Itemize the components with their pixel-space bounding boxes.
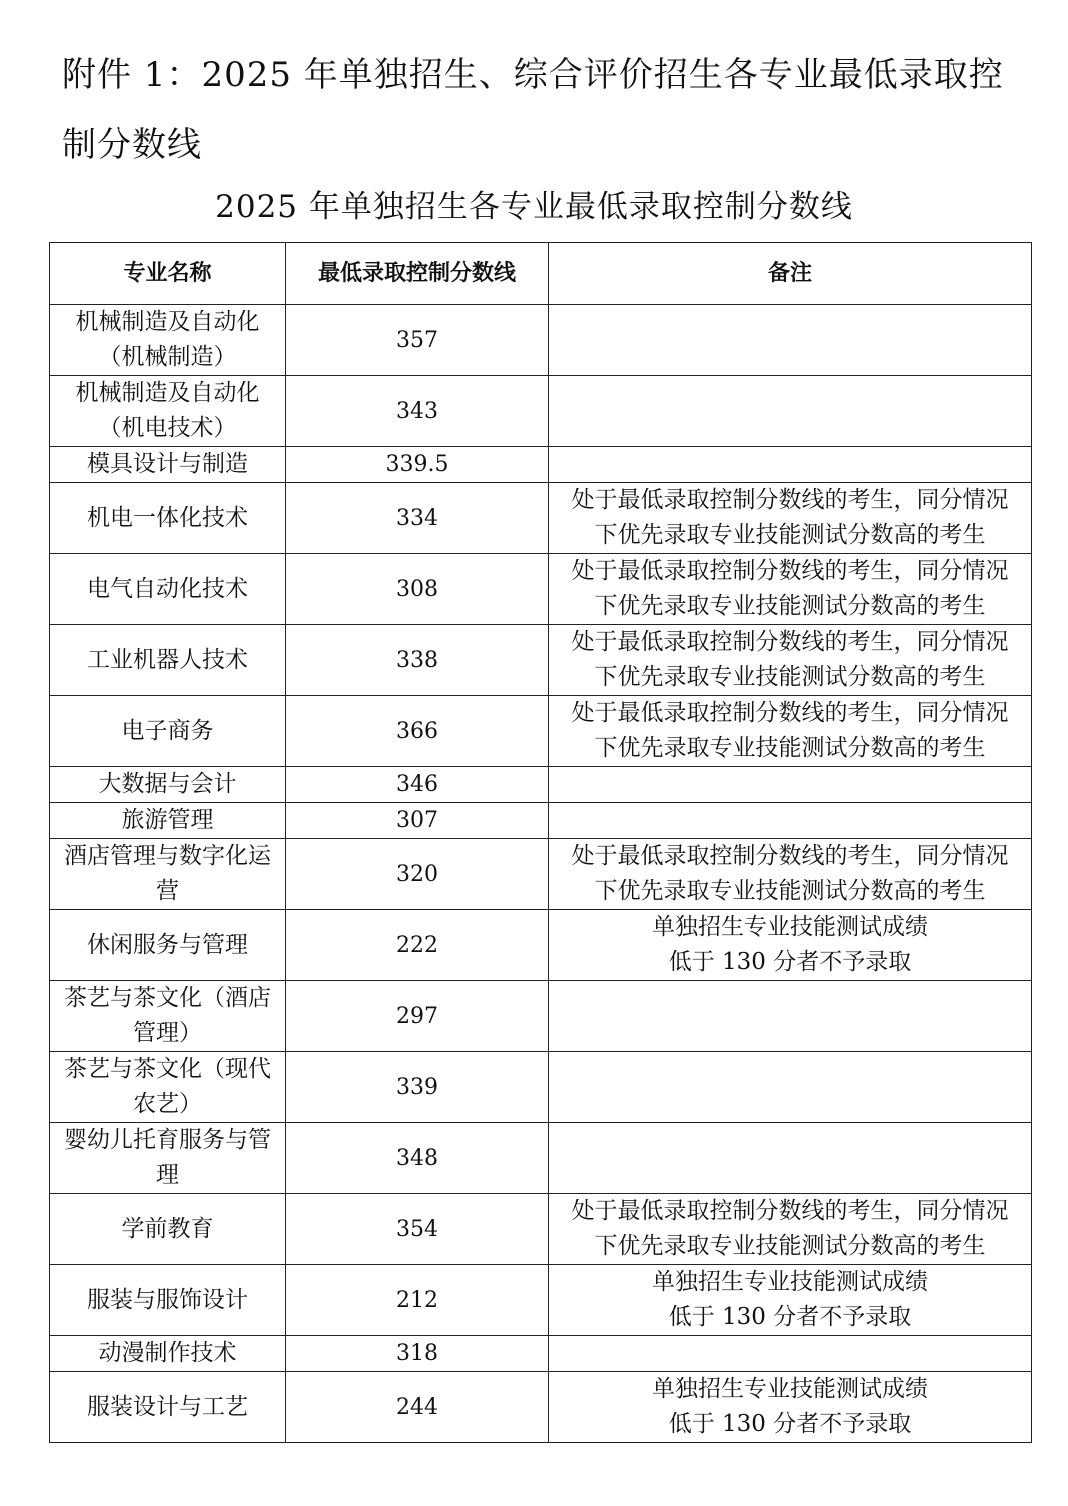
major-name: 婴幼儿托育服务与管理 bbox=[50, 1123, 286, 1194]
remark bbox=[549, 1194, 1032, 1265]
table-row bbox=[50, 839, 1032, 910]
major-name: 旅游管理 bbox=[50, 803, 286, 839]
major-name: 酒店管理与数字化运营 bbox=[50, 839, 286, 910]
table-row bbox=[50, 767, 1032, 803]
remark-line: 下优先录取专业技能测试分数高的考生 bbox=[594, 1233, 986, 1259]
min-score: 338 bbox=[286, 625, 549, 696]
table-row bbox=[50, 910, 1032, 981]
table-row bbox=[50, 554, 1032, 625]
remark bbox=[549, 803, 1032, 839]
min-score: 354 bbox=[286, 1194, 549, 1265]
table-row bbox=[50, 305, 1032, 376]
remark-line: 下优先录取专业技能测试分数高的考生 bbox=[594, 593, 986, 619]
major-name: 机械制造及自动化（机械制造） bbox=[50, 305, 286, 376]
remark bbox=[549, 696, 1032, 767]
remark bbox=[549, 1336, 1032, 1372]
min-score: 308 bbox=[286, 554, 549, 625]
major-name: 机电一体化技术 bbox=[50, 483, 286, 554]
table-row bbox=[50, 1194, 1032, 1265]
remark bbox=[549, 767, 1032, 803]
major-name: 动漫制作技术 bbox=[50, 1336, 286, 1372]
remark bbox=[549, 1123, 1032, 1194]
remark-line: 下优先录取专业技能测试分数高的考生 bbox=[594, 878, 986, 904]
table-row bbox=[50, 803, 1032, 839]
remark-line: 处于最低录取控制分数线的考生，同分情况 bbox=[571, 629, 1009, 655]
header-min-score: 最低录取控制分数线 bbox=[286, 243, 549, 305]
table-row bbox=[50, 447, 1032, 483]
remark-line: 单独招生专业技能测试成绩 bbox=[652, 1376, 928, 1402]
remark bbox=[549, 910, 1032, 981]
header-major-name: 专业名称 bbox=[50, 243, 286, 305]
remark bbox=[549, 981, 1032, 1052]
remark bbox=[549, 483, 1032, 554]
remark bbox=[549, 1052, 1032, 1123]
min-score: 297 bbox=[286, 981, 549, 1052]
remark-line: 处于最低录取控制分数线的考生，同分情况 bbox=[571, 487, 1009, 513]
remark-line: 低于 130 分者不予录取 bbox=[668, 1411, 912, 1437]
major-name: 服装与服饰设计 bbox=[50, 1265, 286, 1336]
min-score: 357 bbox=[286, 305, 549, 376]
remark bbox=[549, 625, 1032, 696]
remark-line: 处于最低录取控制分数线的考生，同分情况 bbox=[571, 700, 1009, 726]
min-score: 334 bbox=[286, 483, 549, 554]
min-score: 244 bbox=[286, 1372, 549, 1443]
min-score: 339.5 bbox=[286, 447, 549, 483]
major-name: 大数据与会计 bbox=[50, 767, 286, 803]
header-remarks: 备注 bbox=[549, 243, 1032, 305]
table-row bbox=[50, 1336, 1032, 1372]
major-name: 电子商务 bbox=[50, 696, 286, 767]
remark-line: 处于最低录取控制分数线的考生，同分情况 bbox=[571, 843, 1009, 869]
major-name: 机械制造及自动化（机电技术） bbox=[50, 376, 286, 447]
min-score: 346 bbox=[286, 767, 549, 803]
table-row bbox=[50, 376, 1032, 447]
table-row bbox=[50, 696, 1032, 767]
major-name: 茶艺与茶文化（酒店管理） bbox=[50, 981, 286, 1052]
remark-line: 处于最低录取控制分数线的考生，同分情况 bbox=[571, 1198, 1009, 1224]
table-row bbox=[50, 483, 1032, 554]
table-row bbox=[50, 625, 1032, 696]
table-title: 2025 年单独招生各专业最低录取控制分数线 bbox=[215, 189, 853, 225]
remark-line: 低于 130 分者不予录取 bbox=[668, 1304, 912, 1330]
document-heading: 附件 1：2025 年单独招生、综合评价招生各专业最低录取控制分数线 bbox=[62, 55, 1004, 165]
remark-line: 下优先录取专业技能测试分数高的考生 bbox=[594, 735, 986, 761]
major-name: 模具设计与制造 bbox=[50, 447, 286, 483]
table-row bbox=[50, 1123, 1032, 1194]
major-name: 工业机器人技术 bbox=[50, 625, 286, 696]
min-score: 212 bbox=[286, 1265, 549, 1336]
remark bbox=[549, 554, 1032, 625]
major-name: 电气自动化技术 bbox=[50, 554, 286, 625]
min-score: 339 bbox=[286, 1052, 549, 1123]
table-row bbox=[50, 1052, 1032, 1123]
min-score: 366 bbox=[286, 696, 549, 767]
table-header-row bbox=[50, 243, 1032, 305]
remark bbox=[549, 1372, 1032, 1443]
remark bbox=[549, 1265, 1032, 1336]
remark bbox=[549, 305, 1032, 376]
remark bbox=[549, 839, 1032, 910]
remark-line: 单独招生专业技能测试成绩 bbox=[652, 914, 928, 940]
min-score: 307 bbox=[286, 803, 549, 839]
remark-line: 单独招生专业技能测试成绩 bbox=[652, 1269, 928, 1295]
min-score: 222 bbox=[286, 910, 549, 981]
min-score: 318 bbox=[286, 1336, 549, 1372]
table-row bbox=[50, 981, 1032, 1052]
remark bbox=[549, 447, 1032, 483]
remark bbox=[549, 376, 1032, 447]
min-score: 348 bbox=[286, 1123, 549, 1194]
remark-line: 下优先录取专业技能测试分数高的考生 bbox=[594, 522, 986, 548]
major-name: 茶艺与茶文化（现代农艺） bbox=[50, 1052, 286, 1123]
table-row bbox=[50, 1372, 1032, 1443]
table-row bbox=[50, 1265, 1032, 1336]
major-name: 学前教育 bbox=[50, 1194, 286, 1265]
remark-line: 处于最低录取控制分数线的考生，同分情况 bbox=[571, 558, 1009, 584]
score-table bbox=[49, 242, 1032, 1443]
major-name: 服装设计与工艺 bbox=[50, 1372, 286, 1443]
remark-line: 低于 130 分者不予录取 bbox=[668, 949, 912, 975]
min-score: 320 bbox=[286, 839, 549, 910]
major-name: 休闲服务与管理 bbox=[50, 910, 286, 981]
min-score: 343 bbox=[286, 376, 549, 447]
remark-line: 下优先录取专业技能测试分数高的考生 bbox=[594, 664, 986, 690]
